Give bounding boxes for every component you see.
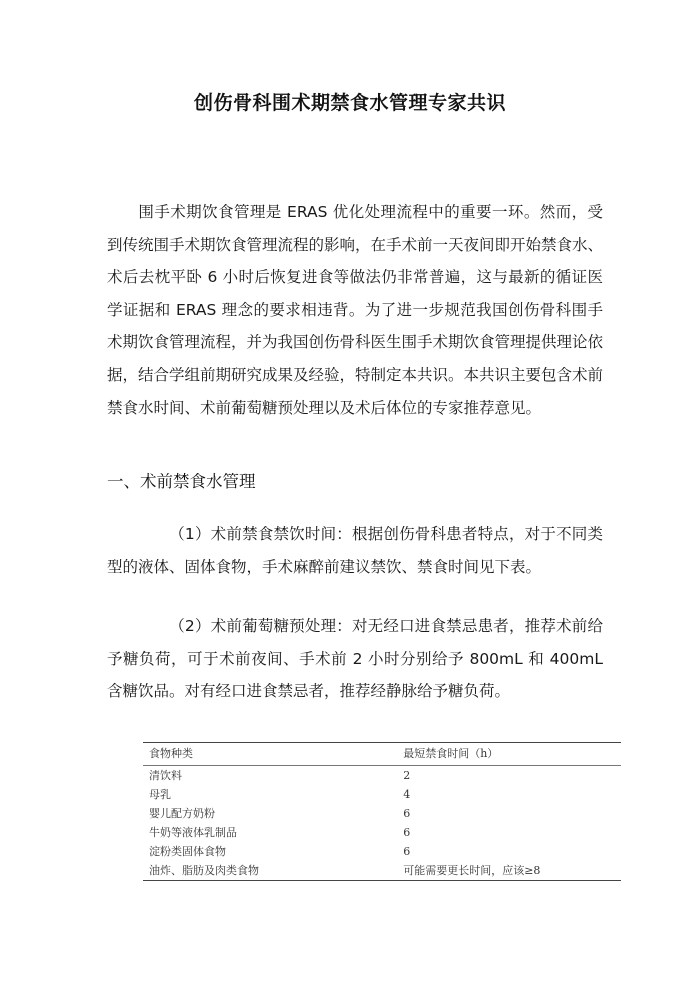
cell-food-type: 母乳 [149,788,171,801]
cell-fasting-time: 6 [403,826,411,839]
cell-food-type: 淀粉类固体食物 [149,845,226,858]
cell-fasting-time: 6 [403,845,411,858]
table-row [143,861,621,881]
cell-fasting-time: 4 [403,788,411,801]
glucose-paragraph [107,610,603,708]
cell-food-type: 牛奶等液体乳制品 [149,826,237,839]
fasting-time-paragraph [107,518,603,583]
table-header [143,743,621,766]
fasting-time-table [143,742,621,881]
cell-fasting-time: 2 [403,769,411,782]
cell-fasting-time: 6 [403,807,411,820]
table-row [143,785,621,804]
cell-food-type: 油炸、脂肪及肉类食物 [149,864,259,877]
header-min-fasting-time: 最短禁食时间（h） [403,747,499,760]
fasting-time-text: （1）术前禁食禁饮时间：根据创伤骨科患者特点，对于不同类型的液体、固体食物，手术麻醉前建议禁饮、禁食时间见下表。 [107,525,603,576]
cell-fasting-time: 可能需要更长时间，应该≥8 [403,864,541,877]
cell-food-type: 清饮料 [149,769,182,782]
glucose-text: （2）术前葡萄糖预处理：对无经口进食禁忌患者，推荐术前给予糖负荷，可于术前夜间、手术前 2 小时分别给予 800mL 和 400mL 含糖饮品。对有经口进食禁忌者，推荐经静脉给予糖负荷。 [107,617,603,701]
table-row [143,823,621,842]
intro-text: 围手术期饮食管理是 ERAS 优化处理流程中的重要一环。然而，受到传统围手术期饮食管理流程的影响，在手术前一天夜间即开始禁食水、术后去枕平卧 6 小时后恢复进食等做法仍非常普遍，这与最新的循证医学证据和 ERAS 理念的要求相违背。为了进一步规范我国创伤骨科围手术期饮食管理流程，并为我国创伤骨科医生围手术期饮食管理提供理论依据，结合学组前期研究成果及经验，特制定本共识。本共识主要包含术前禁食水时间、术前葡萄糖预处理以及术后体位的专家推荐意见。 [107,203,604,417]
document-title: 创伤骨科围术期禁食水管理专家共识 [193,92,506,114]
intro-paragraph [107,196,603,424]
table-body [143,766,621,881]
table-row [143,804,621,823]
table-header-row [143,743,621,766]
section-heading: 一、术前禁食水管理 [107,472,256,491]
table-row [143,766,621,786]
cell-food-type: 婴儿配方奶粉 [149,807,215,820]
header-food-type: 食物种类 [149,747,193,760]
table-row [143,842,621,861]
